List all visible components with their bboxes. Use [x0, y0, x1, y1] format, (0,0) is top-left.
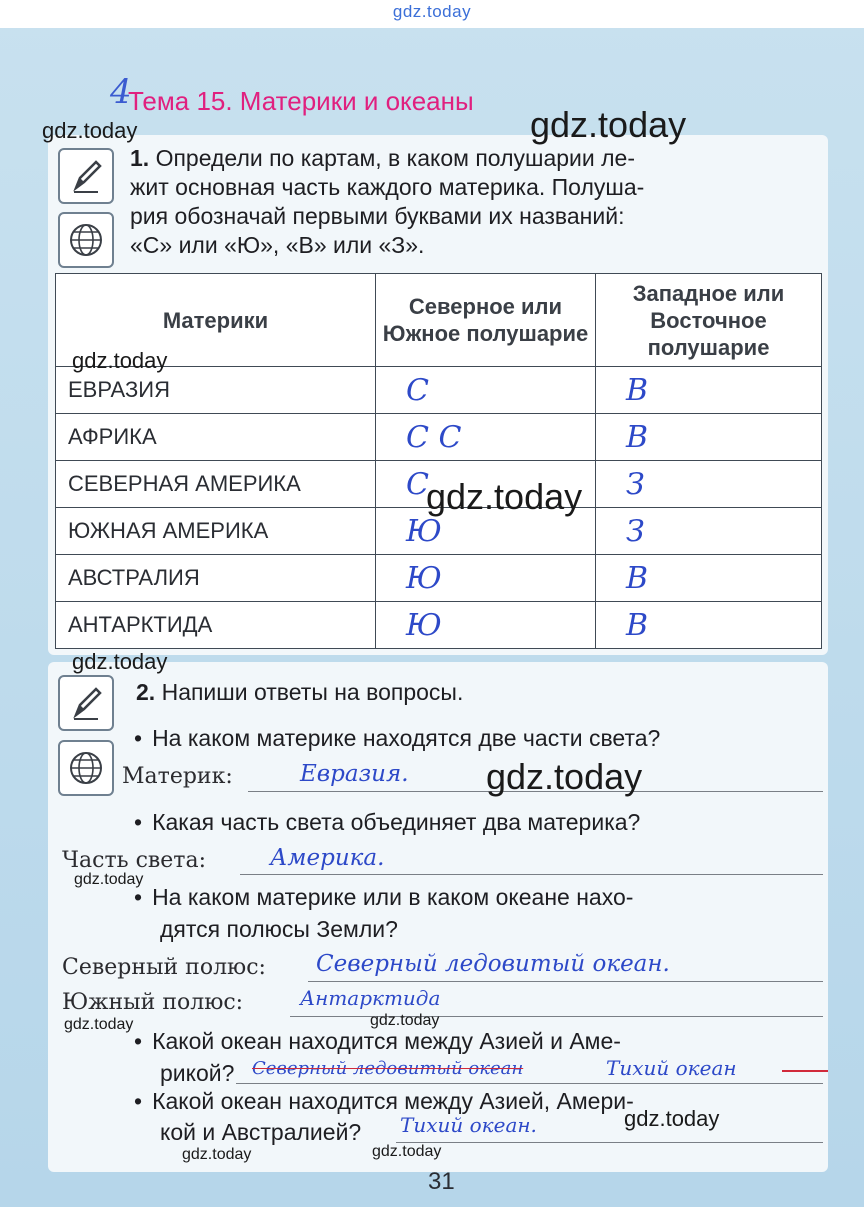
answer-ew[interactable]: В — [596, 367, 822, 414]
watermark: gdz.today — [530, 104, 687, 145]
q1-answer[interactable]: Евразия. — [300, 761, 409, 787]
continent-name: ЕВРАЗИЯ — [56, 367, 376, 414]
north-pole-label: Северный полюс: — [62, 955, 266, 980]
globe-icon — [58, 740, 114, 796]
task2-heading — [136, 678, 463, 707]
answer-line — [308, 981, 823, 982]
q4-struck-answer: Северный ледовитый океан — [252, 1058, 524, 1079]
answer-ns[interactable]: С С — [376, 414, 596, 461]
task1-line-2: жит основная часть каждого материка. Полуша- — [130, 174, 645, 200]
answer-ns[interactable]: Ю — [376, 555, 596, 602]
page-title: Тема 15. Материки и океаны — [128, 86, 474, 116]
question-5-line-2: кой и Австралией? — [160, 1119, 362, 1145]
q5-answer[interactable]: Тихий океан. — [400, 1113, 537, 1137]
task1-text — [130, 144, 644, 260]
watermark: gdz.today — [426, 476, 583, 517]
watermark: gdz.today — [42, 118, 138, 143]
question-4-line-2: рикой? — [160, 1060, 235, 1086]
answer-line — [240, 874, 823, 875]
continent-name: АФРИКА — [56, 414, 376, 461]
answer-ew[interactable]: З — [596, 461, 822, 508]
task2-number: 2. — [136, 679, 156, 705]
task1-line-1: Определи по картам, в каком полушарии ле- — [155, 145, 635, 171]
south-pole-answer[interactable]: Антарктида — [300, 986, 441, 1010]
south-pole-label: Южный полюс: — [62, 990, 244, 1015]
watermark: gdz.today — [370, 1012, 440, 1029]
q1-label: Материк: — [122, 764, 233, 789]
q2-answer[interactable]: Америка. — [270, 845, 385, 871]
header-continents: Материки — [56, 274, 376, 367]
answer-ns[interactable]: С — [376, 367, 596, 414]
watermark-top: gdz.today — [392, 2, 472, 21]
watermark: gdz.today — [486, 756, 643, 797]
table-header-row — [56, 274, 822, 367]
globe-icon — [58, 212, 114, 268]
continents-table — [55, 273, 822, 649]
answer-ns[interactable]: Ю — [376, 508, 596, 555]
answer-line — [236, 1083, 823, 1084]
watermark: gdz.today — [182, 1146, 252, 1163]
watermark: gdz.today — [74, 871, 144, 888]
task2-title: Напиши ответы на вопросы. — [161, 679, 464, 705]
continent-name: СЕВЕРНАЯ АМЕРИКА — [56, 461, 376, 508]
red-underline — [782, 1070, 828, 1072]
watermark: gdz.today — [72, 348, 168, 373]
answer-ew[interactable]: В — [596, 555, 822, 602]
watermark: gdz.today — [372, 1143, 442, 1160]
question-4-line-1: • Какой океан находится между Азией и Аме- — [134, 1028, 621, 1055]
north-pole-answer[interactable]: Северный ледовитый океан. — [316, 951, 670, 977]
watermark: gdz.today — [72, 649, 168, 674]
continent-name: АНТАРКТИДА — [56, 602, 376, 649]
q4-answer[interactable]: Тихий океан — [606, 1056, 737, 1080]
table-row — [56, 414, 822, 461]
pencil-icon — [58, 148, 114, 204]
header-north-south: Северное или Южное полушарие — [376, 274, 596, 367]
answer-ns[interactable]: Ю — [376, 602, 596, 649]
answer-ns[interactable]: С — [376, 461, 596, 508]
continent-name: АВСТРАЛИЯ — [56, 555, 376, 602]
pencil-icon — [58, 675, 114, 731]
handwritten-mark: 4 — [110, 72, 132, 112]
answer-ew[interactable]: В — [596, 414, 822, 461]
table-row — [56, 367, 822, 414]
answer-ew[interactable]: З — [596, 508, 822, 555]
watermark: gdz.today — [64, 1016, 134, 1033]
q2-label: Часть света: — [62, 848, 207, 873]
question-1: • На каком материке находятся две части света? — [134, 725, 660, 752]
question-2: • Какая часть света объединяет два материка? — [134, 809, 640, 836]
task1-line-3: рия обозначай первыми буквами их названий: — [130, 203, 625, 229]
page-number: 31 — [428, 1168, 455, 1195]
answer-line — [396, 1142, 823, 1143]
task1-line-4: «С» или «Ю», «В» или «З». — [130, 232, 425, 258]
question-5-line-1: • Какой океан находится между Азией, Амери- — [134, 1088, 634, 1115]
question-3-line-2: дятся полюсы Земли? — [160, 916, 398, 942]
task1-number: 1. — [130, 145, 150, 171]
table-row — [56, 555, 822, 602]
header-west-east: Западное или Восточное полушарие — [596, 274, 822, 367]
answer-ew[interactable]: В — [596, 602, 822, 649]
table-row — [56, 602, 822, 649]
question-3-line-1: • На каком материке или в каком океане нахо- — [134, 884, 633, 911]
continent-name: ЮЖНАЯ АМЕРИКА — [56, 508, 376, 555]
watermark: gdz.today — [624, 1106, 720, 1131]
